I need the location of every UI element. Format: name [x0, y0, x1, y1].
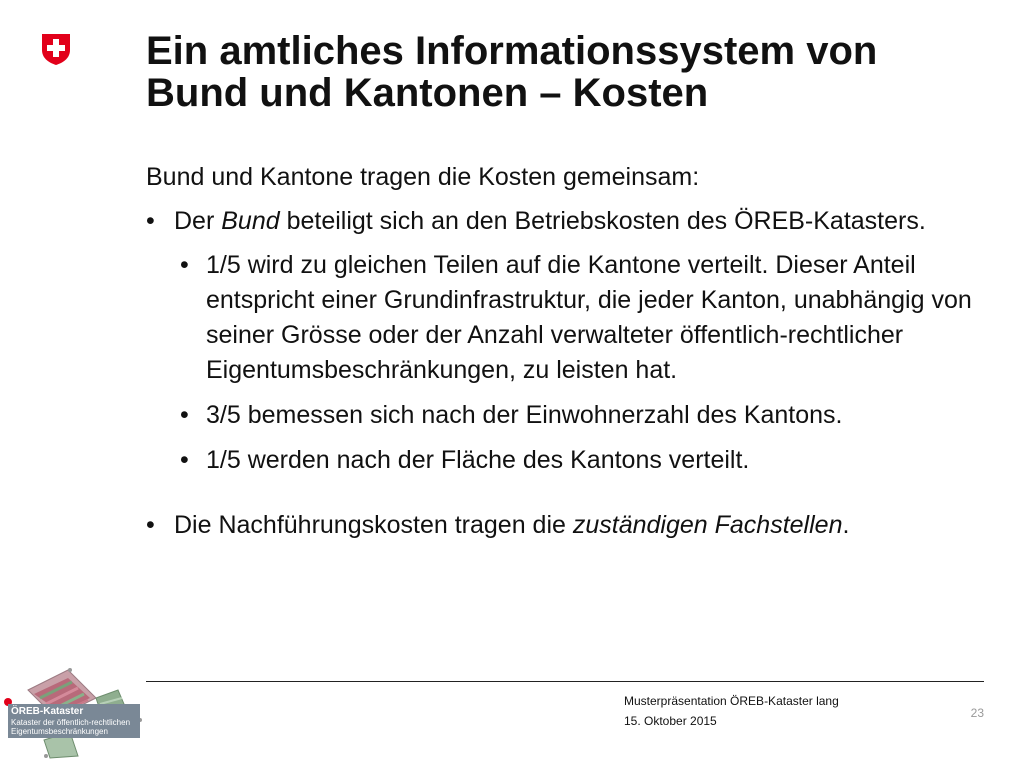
bullet-text-pre: Der — [174, 207, 222, 235]
sub-bullet-list — [174, 248, 992, 478]
bullet-marker: • — [146, 207, 155, 235]
sub-bullet-item — [174, 443, 992, 478]
logo-title: ÖREB-Kataster — [11, 706, 84, 717]
swiss-cross-icon — [40, 32, 72, 66]
sub-bullet-text: 1/5 werden nach der Fläche des Kantons verteilt. — [206, 446, 750, 474]
intro-text: Bund und Kantone tragen die Kosten gemeinsam: — [146, 163, 700, 191]
bullet-marker: • — [146, 511, 155, 539]
sub-bullet-item — [174, 398, 992, 433]
bullet-text-emphasis: zuständigen Fachstellen — [572, 511, 843, 539]
bullet-list — [146, 204, 992, 543]
bullet-text-post: beteiligt sich an den Betriebskosten des ÖREB-Katasters. — [279, 207, 926, 235]
footer-date: 15. Oktober 2015 — [624, 714, 717, 728]
footer-divider — [146, 681, 984, 682]
sub-bullet-text: 1/5 wird zu gleichen Teilen auf die Kantone verteilt. Dieser Anteil entspricht einer Grundinfrastruktur, die jeder Kanton, unabhängig von seiner Grösse oder der Anzahl verwalteter öffentlich-rechtlicher Eigentumsbeschränkungen, zu leisten hat. — [206, 251, 972, 384]
bullet-item-bund — [146, 204, 992, 478]
oereb-kataster-logo — [0, 660, 146, 760]
bullet-marker: • — [180, 401, 189, 429]
title-line-1: Ein amtliches Informationssystem von — [146, 29, 878, 73]
title-line-2: Bund und Kantonen – Kosten — [146, 71, 709, 115]
bullet-text-emphasis: Bund — [221, 207, 280, 235]
logo-line-2: Eigentumsbeschränkungen — [11, 727, 108, 736]
page-title — [146, 30, 996, 114]
footer-presentation-name: Musterpräsentation ÖREB-Kataster lang — [624, 694, 839, 708]
logo-line-1: Kataster der öffentlich-rechtlichen — [11, 718, 131, 727]
bullet-item-nachfuehrung — [146, 508, 992, 543]
page-number: 23 — [970, 706, 984, 720]
sub-bullet-item — [174, 248, 992, 388]
footer-info — [624, 691, 839, 731]
bullet-text-pre: Die Nachführungskosten tragen die — [174, 511, 573, 539]
bullet-marker: • — [180, 251, 189, 279]
bullet-marker: • — [180, 446, 189, 474]
bullet-text-post: . — [842, 511, 850, 539]
slide-content — [146, 160, 992, 551]
sub-bullet-text: 3/5 bemessen sich nach der Einwohnerzahl des Kantons. — [206, 401, 843, 429]
